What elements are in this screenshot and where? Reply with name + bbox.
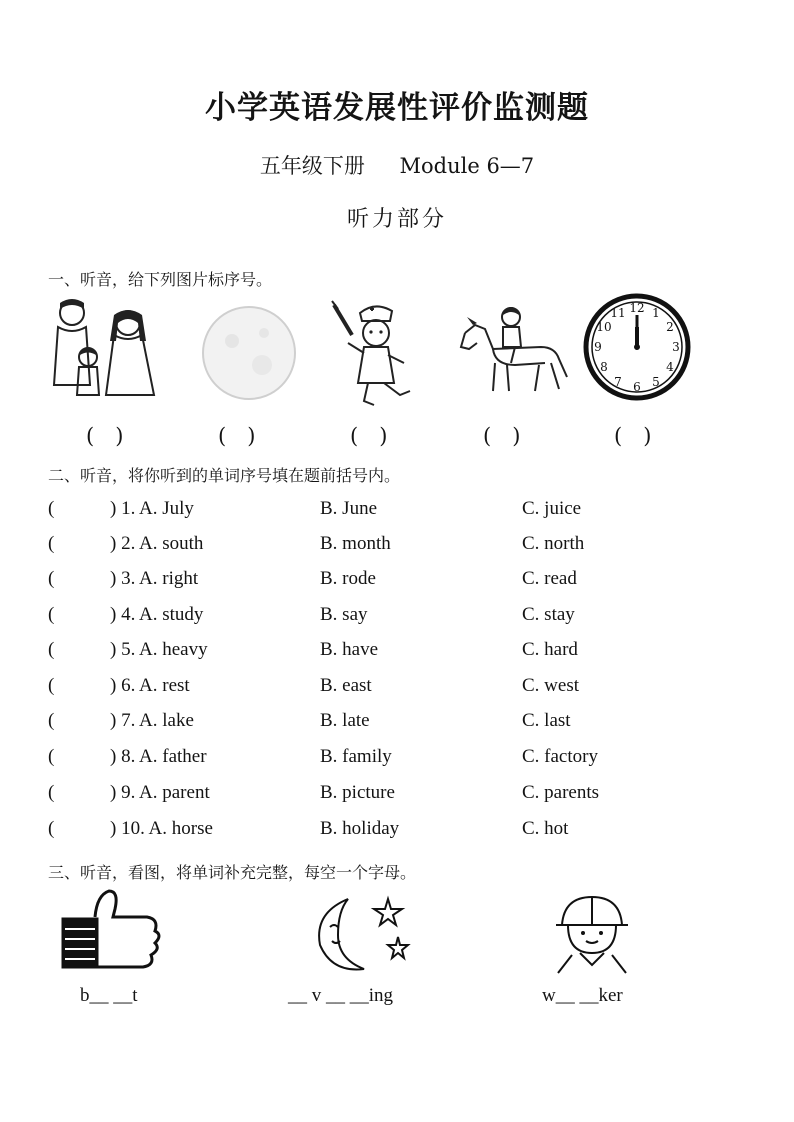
option-c: C. hot (522, 818, 569, 839)
answer-bracket[interactable]: ( (48, 639, 55, 660)
picture-answer-bracket[interactable]: ( ) (350, 424, 388, 448)
option-a: ) 5. A. heavy (110, 639, 208, 660)
nurse-icon (330, 297, 420, 412)
option-b: B. picture (320, 782, 395, 803)
answer-bracket[interactable]: ( (48, 818, 55, 839)
answer-bracket[interactable]: ( (48, 533, 55, 554)
option-c: C. stay (522, 604, 575, 625)
svg-text:7: 7 (614, 375, 622, 389)
question-row (48, 710, 748, 740)
picture-answer-bracket[interactable]: ( ) (86, 424, 124, 448)
option-a: ) 2. A. south (110, 533, 204, 554)
grade-label: 五年级下册 (259, 154, 365, 178)
clock-icon (583, 293, 691, 401)
option-c: C. last (522, 710, 571, 731)
answer-bracket[interactable]: ( (48, 675, 55, 696)
thumbs-up-icon (55, 887, 167, 972)
option-c: C. west (522, 675, 579, 696)
question-row (48, 818, 748, 848)
svg-text:1: 1 (652, 306, 660, 320)
page-subtitle (0, 150, 794, 180)
section3-heading: 三、听音，看图，将单词补充完整，每空一个字母。 (48, 863, 417, 882)
option-b: B. have (320, 639, 379, 660)
option-a: ) 9. A. parent (110, 782, 210, 803)
option-c: C. juice (522, 498, 582, 519)
answer-bracket[interactable]: ( (48, 604, 55, 625)
option-b: B. holiday (320, 818, 400, 839)
question-row (48, 533, 748, 563)
question-row (48, 782, 748, 812)
option-c: C. factory (522, 746, 598, 767)
option-b: B. say (320, 604, 368, 625)
question-row (48, 675, 748, 705)
fill-word[interactable]: w__ __ker (542, 985, 623, 1006)
svg-text:12: 12 (629, 301, 645, 315)
answer-bracket[interactable]: ( (48, 568, 55, 589)
option-a: ) 1. A. July (110, 498, 194, 519)
page-title: 小学英语发展性评价监测题 (205, 90, 589, 126)
question-row (48, 746, 748, 776)
option-c: C. read (522, 568, 577, 589)
option-a: ) 3. A. right (110, 568, 199, 589)
svg-text:9: 9 (594, 340, 602, 354)
answer-bracket[interactable]: ( (48, 782, 55, 803)
section2-heading: 二、听音，将你听到的单词序号填在题前括号内。 (48, 466, 401, 485)
svg-text:4: 4 (666, 360, 674, 374)
option-c: C. parents (522, 782, 600, 803)
option-a: ) 10. A. horse (110, 818, 213, 839)
worker-icon (552, 891, 632, 976)
question-row (48, 639, 748, 669)
moon-stars-icon (308, 893, 416, 973)
option-c: C. north (522, 533, 585, 554)
option-b: B. late (320, 710, 370, 731)
fill-word[interactable]: b__ __t (80, 985, 138, 1006)
option-c: C. hard (522, 639, 578, 660)
svg-text:6: 6 (633, 380, 641, 394)
question-row (48, 604, 748, 634)
answer-bracket[interactable]: ( (48, 498, 55, 519)
question-row (48, 498, 748, 528)
answer-bracket[interactable]: ( (48, 710, 55, 731)
svg-text:10: 10 (596, 320, 612, 334)
svg-text:11: 11 (610, 306, 626, 320)
family-icon (50, 295, 168, 410)
option-b: B. June (320, 498, 377, 519)
moon-icon (192, 303, 307, 403)
option-a: ) 6. A. rest (110, 675, 190, 696)
option-b: B. month (320, 533, 391, 554)
picture-answer-bracket[interactable]: ( ) (483, 424, 521, 448)
question-row (48, 568, 748, 598)
svg-text:3: 3 (672, 340, 680, 354)
svg-text:2: 2 (666, 320, 674, 334)
part-title: 听力部分 (346, 207, 447, 232)
option-a: ) 8. A. father (110, 746, 207, 767)
horse-rider-icon (455, 303, 570, 398)
section1-heading: 一、听音，给下列图片标序号。 (48, 270, 273, 289)
option-a: ) 7. A. lake (110, 710, 194, 731)
answer-bracket[interactable]: ( (48, 746, 55, 767)
option-b: B. east (320, 675, 372, 696)
option-b: B. rode (320, 568, 376, 589)
picture-answer-bracket[interactable]: ( ) (614, 424, 652, 448)
svg-text:5: 5 (652, 375, 660, 389)
picture-answer-bracket[interactable]: ( ) (218, 424, 256, 448)
module-label: Module 6—7 (399, 154, 535, 178)
option-b: B. family (320, 746, 392, 767)
svg-text:8: 8 (600, 360, 608, 374)
fill-word[interactable]: __ v __ __ing (288, 985, 394, 1006)
option-a: ) 4. A. study (110, 604, 204, 625)
